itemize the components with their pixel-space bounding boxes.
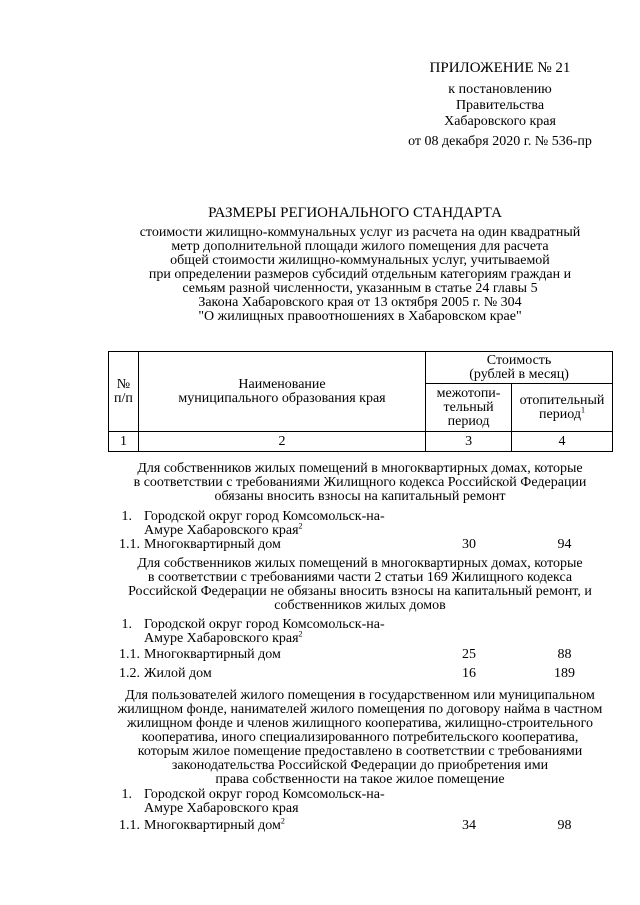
subtitle-line: "О жилищных правоотношениях в Хабаровском крае": [198, 309, 522, 324]
table-header: [108, 351, 613, 452]
attachment-number: ПРИЛОЖЕНИЕ № 21: [429, 60, 571, 76]
document-title: РАЗМЕРЫ РЕГИОНАЛЬНОГО СТАНДАРТА: [208, 205, 502, 221]
footnote-mark: 2: [298, 521, 303, 531]
section-heading: Для пользователей жилого помещения в государственном или муниципальном жилищном фонде, нанимателей жилого помещения по договору найма в частном жилищном фонде и членов жилищного кооператива, жилищно-строительного кооператива, иного специализированного потребительского кооператива, которым жилое помещение предоставлено в соответствии с требованиями законодательства Российской Федерации до приобретения ими права собственности на такое жилое помещение: [117, 688, 603, 787]
subtitle-line: метр дополнительной площади жилого помещения для расчета: [171, 239, 549, 254]
footnote-mark: 2: [298, 629, 303, 639]
header-col-inter-heating: межотопи- тельный период: [426, 384, 512, 432]
footnote-mark: 1: [580, 404, 585, 414]
index-cell: 4: [512, 432, 613, 452]
section-heading: Для собственников жилых помещений в многоквартирных домах, которые в соответствии с требованиями Жилищного кодекса Российской Федерации обязаны вносить взносы на капитальный ремонт: [133, 461, 587, 504]
subtitle-line: общей стоимости жилищно-коммунальных услуг, учитываемой: [170, 253, 550, 268]
attachment-line: к постановлению: [448, 82, 552, 97]
document-subtitle: [60, 226, 640, 324]
header-col-cost: Стоимость (рублей в месяц): [426, 352, 613, 384]
subtitle-line: стоимости жилищно-коммунальных услуг из расчета на один квадратный: [139, 225, 581, 240]
index-cell: 2: [138, 432, 425, 452]
subtitle-line: при определении размеров субсидий отдельным категориям граждан и: [148, 267, 572, 282]
subtitle-line: Закона Хабаровского края от 13 октября 2005 г. № 304: [198, 295, 522, 310]
footnote-mark: 2: [280, 816, 285, 826]
attachment-line: Правительства: [455, 98, 545, 113]
header-col-heating: отопительный период$^1$: [512, 384, 613, 432]
index-cell: 1: [109, 432, 139, 452]
table-row: 1.1. Многоквартирный дом$^2$ 34 98: [119, 816, 572, 833]
table-row: 1.2. Жилой дом 16 189: [119, 666, 575, 681]
index-cell: 3: [426, 432, 512, 452]
attachment-line: Хабаровского края: [444, 114, 556, 129]
section-heading: Для собственников жилых помещений в многоквартирных домах, которые в соответствии с требованиями части 2 статьи 169 Жилищного кодекса Российской Федерации не обязаны вносить взносы на капитальный ремонт, и собственников жилых домов: [128, 556, 592, 613]
attachment-date: от 08 декабря 2020 г. № 536-пр: [408, 134, 592, 149]
table-row: 1.1. Многоквартирный дом 25 88: [119, 647, 572, 662]
header-col-num: № п/п: [109, 352, 139, 432]
attachment-block: [380, 60, 620, 150]
header-col-name: Наименование муниципального образования края: [138, 352, 425, 432]
subtitle-line: семьям разной численности, указанным в статье 24 главы 5: [182, 281, 538, 296]
table-row: 1.1. Многоквартирный дом 30 94: [119, 537, 572, 552]
